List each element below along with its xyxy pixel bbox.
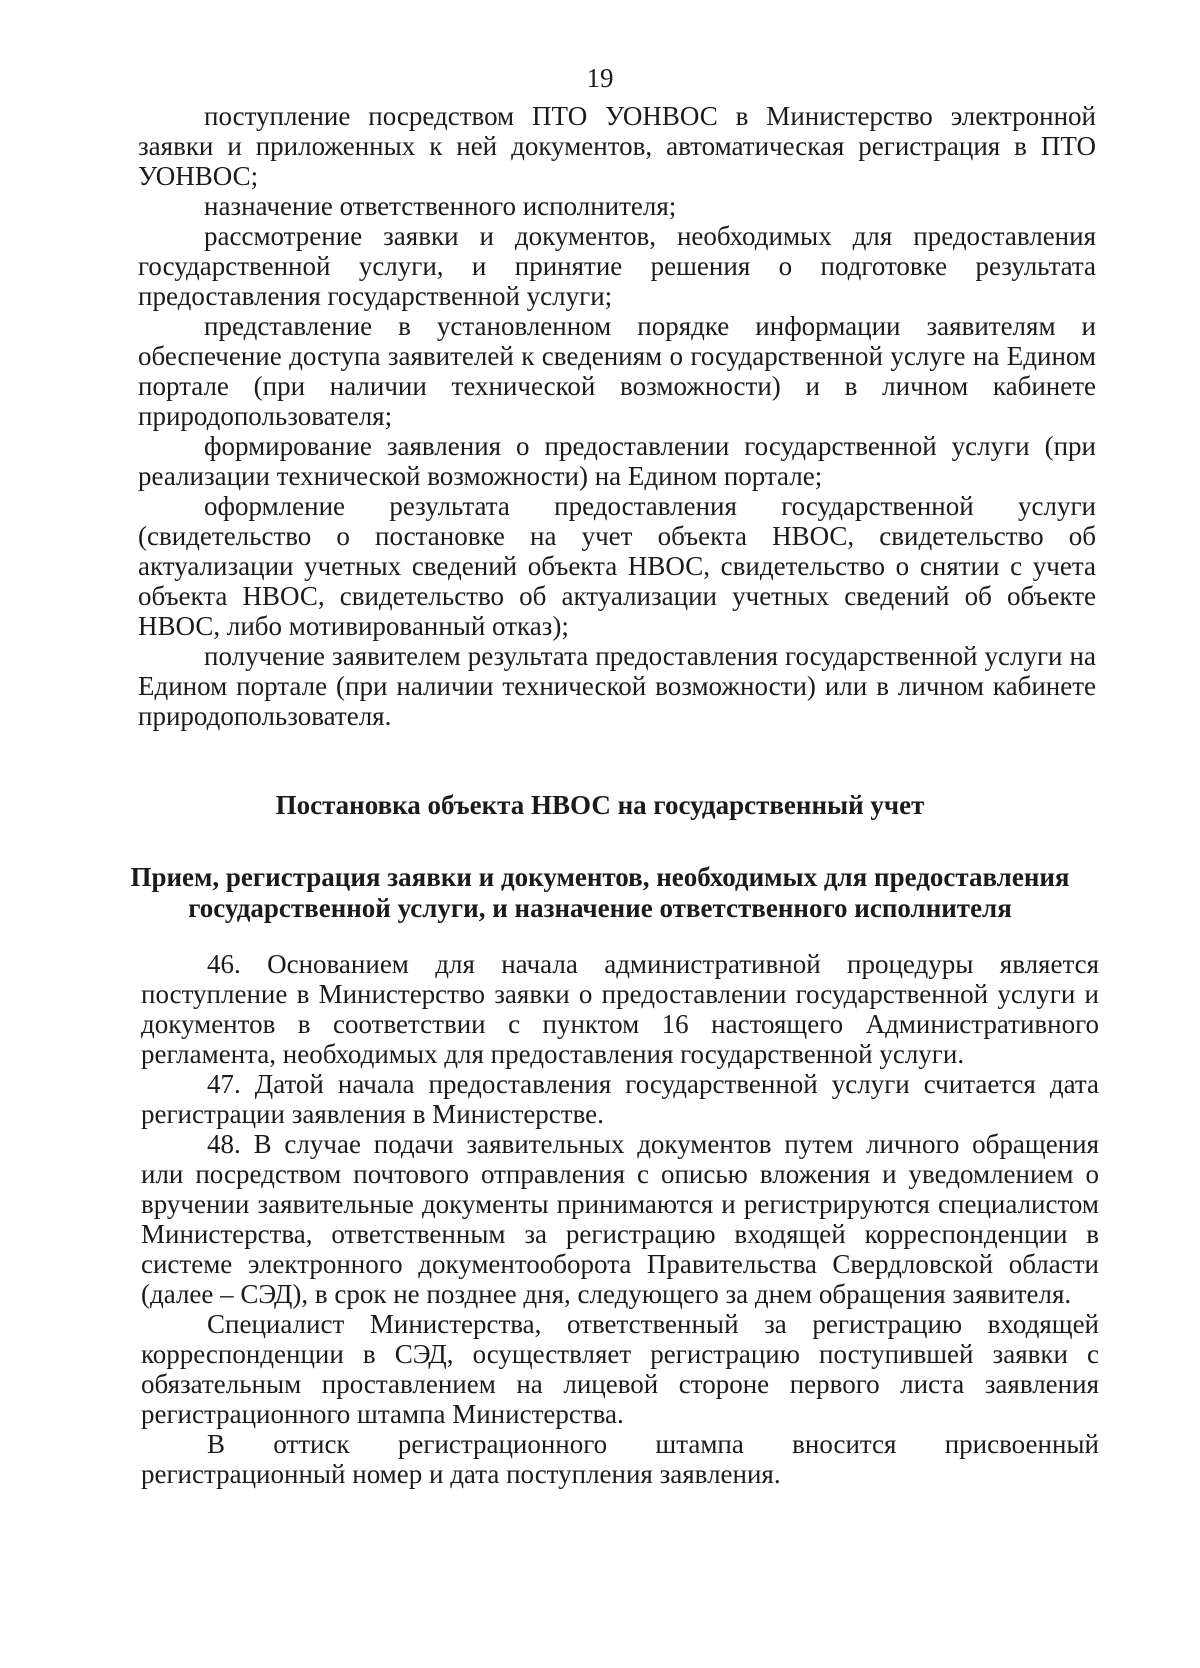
intro-paragraph: рассмотрение заявки и документов, необходимых для предоставления государственной услуги, и принятие решения о подготовке результата предоставления государственной услуги; <box>138 221 1096 311</box>
page-number: 19 <box>586 63 614 93</box>
body-paragraph: 47. Датой начала предоставления государственной услуги считается дата регистрации заявления в Министерстве. <box>141 1069 1099 1129</box>
section-heading: Постановка объекта НВОС на государственный учет <box>275 790 925 820</box>
body-paragraph: В оттиск регистрационного штампа вносится присвоенный регистрационный номер и дата поступления заявления. <box>141 1429 1099 1489</box>
intro-paragraph: оформление результата предоставления государственной услуги (свидетельство о постановке на учет объекта НВОС, свидетельство об актуализации учетных сведений объекта НВОС, свидетельство о снятии с учета объекта НВОС, свидетельство об актуализации учетных сведений об объекте НВОС, либо мотивированный отказ); <box>138 491 1096 641</box>
intro-paragraph: поступление посредством ПТО УОНВОС в Министерство электронной заявки и приложенных к ней документов, автоматическая регистрация в ПТО УОНВОС; <box>138 101 1096 191</box>
body-paragraph: Специалист Министерства, ответственный за регистрацию входящей корреспонденции в СЭД, осуществляет регистрацию поступившей заявки с обязательным проставлением на лицевой стороне первого листа заявления регистрационного штампа Министерства. <box>141 1309 1099 1429</box>
subsection-heading <box>0 862 1200 924</box>
intro-paragraph: представление в установленном порядке информации заявителям и обеспечение доступа заявителей к сведениям о государственной услуге на Едином портале (при наличии технической возможности) и в личном кабинете природопользователя; <box>138 311 1096 431</box>
body-paragraph: 48. В случае подачи заявительных документов путем личного обращения или посредством почтового отправления с описью вложения и уведомлением о вручении заявительные документы принимаются и регистрируются специалистом Министерства, ответственным за регистрацию входящей корреспонденции в системе электронного документооборота Правительства Свердловской области (далее – СЭД), в срок не позднее дня, следующего за днем обращения заявителя. <box>141 1129 1099 1309</box>
intro-text-block <box>138 101 1096 731</box>
body-paragraph: 46. Основанием для начала административной процедуры является поступление в Министерство заявки о предоставлении государственной услуги и документов в соответствии с пунктом 16 настоящего Административного регламента, необходимых для предоставления государственной услуги. <box>141 949 1099 1069</box>
subsection-heading-line: государственной услуги, и назначение ответственного исполнителя <box>188 893 1012 923</box>
intro-paragraph: назначение ответственного исполнителя; <box>204 191 677 221</box>
intro-paragraph: получение заявителем результата предоставления государственной услуги на Едином портале (при наличии технической возможности) или в личном кабинете природопользователя. <box>138 641 1096 731</box>
subsection-heading-line: Прием, регистрация заявки и документов, необходимых для предоставления <box>130 862 1070 892</box>
body-text-block <box>141 949 1099 1489</box>
intro-paragraph: формирование заявления о предоставлении государственной услуги (при реализации технической возможности) на Едином портале; <box>138 431 1096 491</box>
